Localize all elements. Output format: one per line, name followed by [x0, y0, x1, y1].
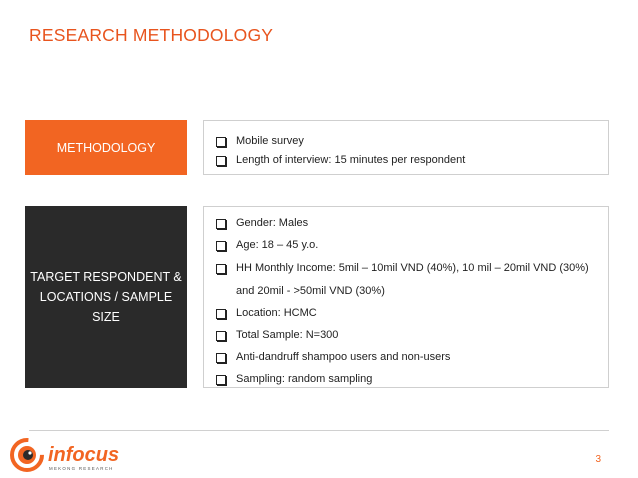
checkbox-bullet-icon: [216, 309, 226, 319]
checkbox-bullet-icon: [216, 264, 226, 274]
logo-tagline-text: MEKONG RESEARCH: [49, 466, 114, 471]
target-respondent-label: [25, 206, 187, 388]
eye-icon: [12, 440, 42, 470]
checkbox-bullet-icon: [216, 137, 226, 147]
target-label-line1: TARGET RESPONDENT &: [30, 270, 182, 284]
infocus-logo: [10, 436, 140, 476]
logo-brand-text: infocus: [48, 444, 120, 466]
bullet-sampling: Sampling: random sampling: [216, 373, 372, 386]
checkbox-bullet-icon: [216, 156, 226, 166]
bullet-gender: Gender: Males: [216, 217, 308, 230]
bullet-interview-length: Length of interview: 15 minutes per respondent: [216, 154, 465, 167]
checkbox-bullet-icon: [216, 241, 226, 251]
footer-divider: [29, 430, 609, 431]
methodology-label-text: METHODOLOGY: [56, 140, 156, 155]
bullet-income-continuation: and 20mil - >50mil VND (30%): [236, 285, 385, 297]
methodology-content: [203, 120, 609, 175]
target-label-line2: LOCATIONS / SAMPLE SIZE: [39, 290, 173, 324]
slide-title: RESEARCH METHODOLOGY: [29, 25, 274, 45]
target-respondent-content: [203, 206, 609, 388]
checkbox-bullet-icon: [216, 219, 226, 229]
bullet-age: Age: 18 – 45 y.o.: [216, 239, 318, 252]
checkbox-bullet-icon: [216, 375, 226, 385]
methodology-label: [25, 120, 187, 175]
bullet-location: Location: HCMC: [216, 307, 317, 320]
bullet-mobile-survey: Mobile survey: [216, 135, 304, 148]
checkbox-bullet-icon: [216, 353, 226, 363]
bullet-income: HH Monthly Income: 5mil – 10mil VND (40%), 10 mil – 20mil VND (30%): [216, 262, 589, 275]
page-number: 3: [595, 454, 601, 465]
checkbox-bullet-icon: [216, 331, 226, 341]
bullet-total-sample: Total Sample: N=300: [216, 329, 338, 342]
bullet-users: Anti-dandruff shampoo users and non-users: [216, 351, 450, 364]
